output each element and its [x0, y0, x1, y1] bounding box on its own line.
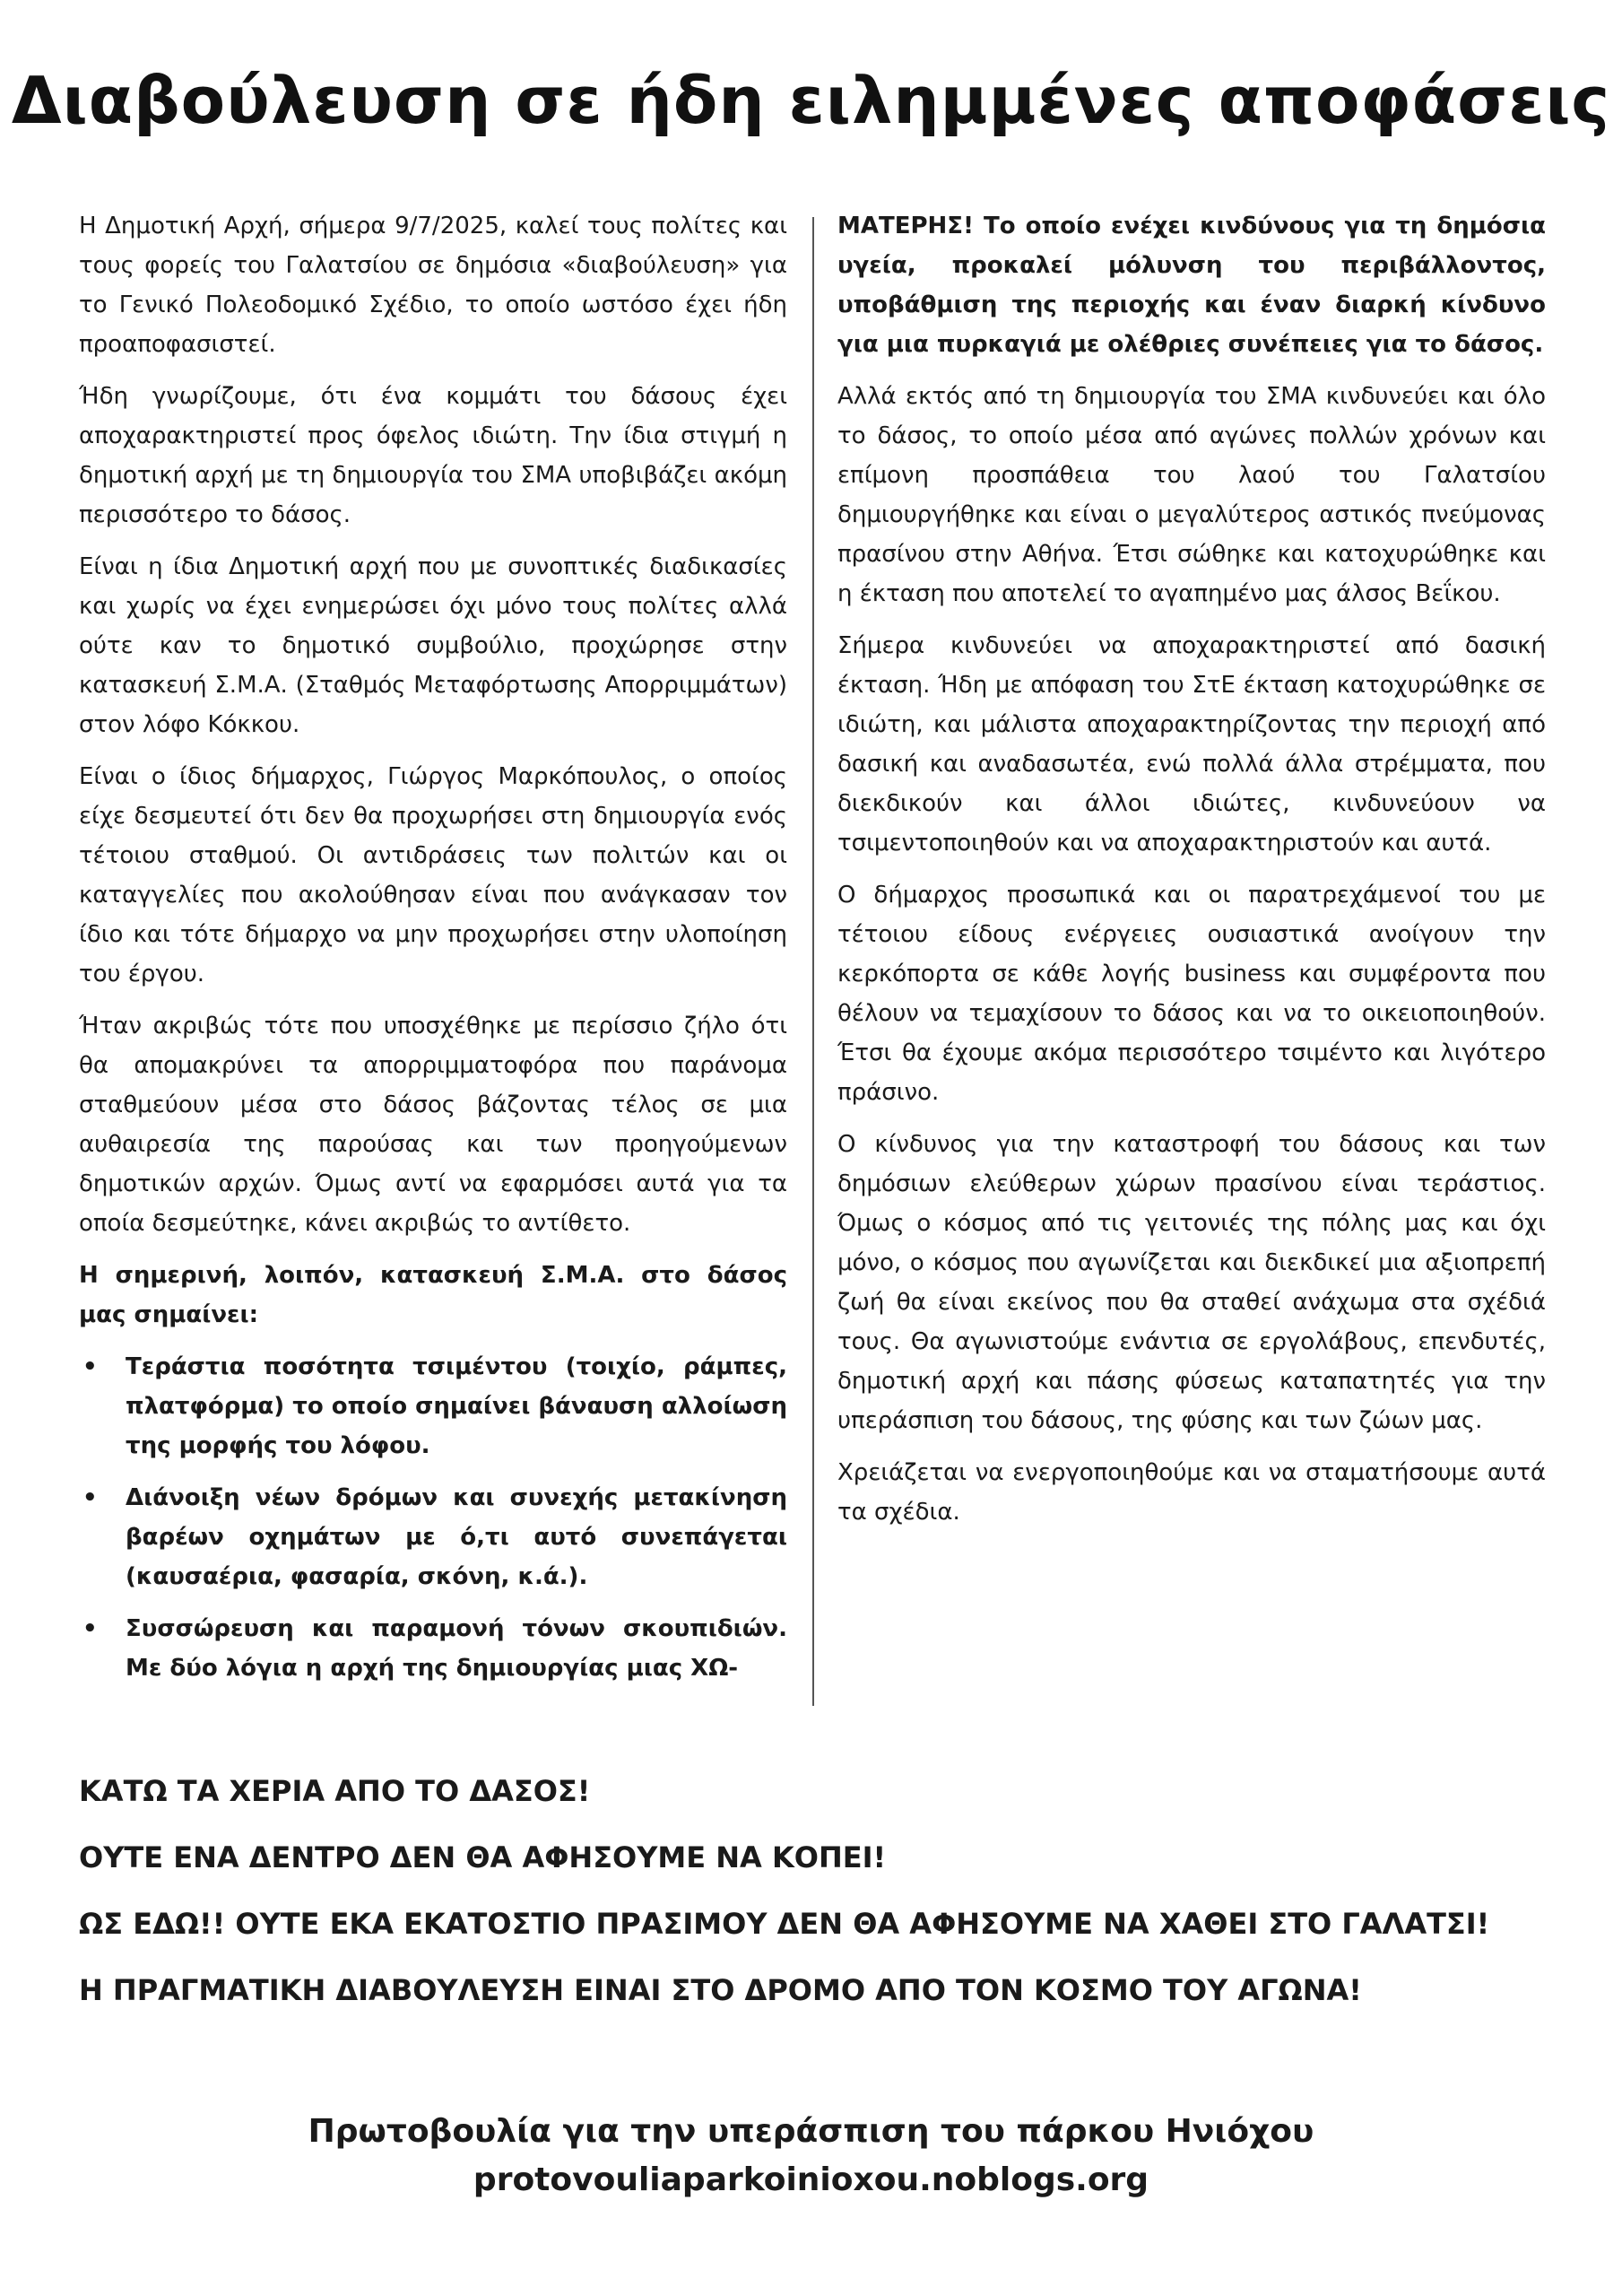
paragraph: Είναι ο ίδιος δήμαρχος, Γιώργος Μαρκόπουλος, ο οποίος είχε δεσμευτεί ότι δεν θα προχωρήσει στη δημιουργία ενός τέτοιου σταθμού. Οι αντιδράσεις των πολιτών και οι καταγγελίες που ακολούθησαν είναι που ανάγκασαν τον ίδιο και τότε δήμαρχο να μην προχωρήσει στην υλοποίηση του έργου.	[79, 763, 787, 987]
slogan: ΚΑΤΩ ΤΑ ΧΕΡΙΑ ΑΠΟ ΤΟ ΔΑΣΟΣ!	[79, 1774, 591, 1808]
right-column	[837, 206, 1546, 1544]
organization-name: Πρωτοβουλία για την υπεράσπιση του πάρκου Ηνιόχου	[308, 2113, 1314, 2150]
list-item	[79, 1609, 787, 1688]
column-divider	[812, 217, 814, 1706]
paragraph: Είναι η ίδια Δημοτική αρχή που με συνοπτικές διαδικασίες και χωρίς να έχει ενημερώσει όχι μόνο τους πολίτες αλλά ούτε καν το δημοτικό συμβούλιο, προχώρησε στην κατασκευή Σ.Μ.Α. (Σταθμός Μεταφόρτωσης Απορριμμάτων) στον λόφο Κόκκου.	[79, 553, 787, 738]
bullet-icon: •	[82, 1615, 98, 1642]
paragraph: Ο δήμαρχος προσωπικά και οι παρατρεχάμενοί του με τέτοιου είδους ενέργειες ουσιαστικά ανοίγουν την κερκόπορτα σε κάθε λογής business και συμφέροντα που θέλουν να τεμαχίσουν το δάσος και να το οικειοποιηθούν. Έτσι θα έχουμε ακόμα περισσότερο τσιμέντο και λιγότερο πράσινο.	[837, 882, 1546, 1106]
left-column	[79, 206, 787, 1700]
paragraph: Χρειάζεται να ενεργοποιηθούμε και να σταματήσουμε αυτά τα σχέδια.	[837, 1459, 1546, 1526]
paragraph: Ο κίνδυνος για την καταστροφή του δάσους και των δημόσιων ελεύθερων χώρων πρασίνου είναι τεράστιος. Όμως ο κόσμος από τις γειτονιές της πόλης μας και όχι μόνο, ο κόσμος που αγωνίζεται και διεκδικεί μια αξιοπρεπή ζωή θα είναι εκείνος που θα σταθεί ανάχωμα στα σχέδιά τους. Θα αγωνιστούμε ενάντια σε εργολάβους, επενδυτές, δημοτική αρχή και πάσης φύσεως καταπατητές για την υπεράσπιση του δάσους, της φύσης και των ζώων μας.	[837, 1131, 1546, 1434]
paragraph: Η Δημοτική Αρχή, σήμερα 9/7/2025, καλεί τους πολίτες και τους φορείς του Γαλατσίου σε δημόσια «διαβούλευση» για το Γενικό Πολεοδομικό Σχέδιο, το οποίο ωστόσο έχει ήδη προαποφασιστεί.	[79, 213, 787, 358]
website-url: protovouliaparkoinioxou.noblogs.org	[473, 2161, 1149, 2198]
list-item-text: Τεράστια ποσότητα τσιμέντου (τοιχίο, ράμπες, πλατφόρμα) το οποίο σημαίνει βάναυση αλλοίωση της μορφής του λόφου.	[126, 1353, 787, 1459]
paragraph: Σήμερα κινδυνεύει να αποχαρακτηριστεί από δασική έκταση. Ήδη με απόφαση του ΣτΕ έκταση κατοχυρώθηκε σε ιδιώτη, και μάλιστα αποχαρακτηρίζοντας την περιοχή από δασική και αναδασωτέα, ενώ πολλά άλλα στρέμματα, που διεκδικούν και άλλοι ιδιώτες, κινδυνεύουν να τσιμεντοποιηθούν και να αποχαρακτηριστούν και αυτά.	[837, 632, 1546, 857]
paragraph: Ήταν ακριβώς τότε που υποσχέθηκε με περίσσιο ζήλο ότι θα απομακρύνει τα απορριμματοφόρα που παράνομα σταθμεύουν μέσα στο δάσος βάζοντας τέλος σε μια αυθαιρεσία της παρούσας και των προηγούμενων δημοτικών αρχών. Όμως αντί να εφαρμόσει αυτά για τα οποία δεσμεύτηκε, κάνει ακριβώς το αντίθετο.	[79, 1013, 787, 1237]
list-item-text: Συσσώρευση και παραμονή τόνων σκουπιδιών. Με δύο λόγια η αρχή της δημιουργίας μιας ΧΩ-	[126, 1615, 787, 1682]
bullet-icon: •	[82, 1353, 98, 1380]
bullet-icon: •	[82, 1484, 98, 1511]
article-body	[79, 206, 1546, 1731]
slogan: Η ΠΡΑΓΜΑΤΙΚΗ ΔΙΑΒΟΥΛΕΥΣΗ ΕΙΝΑΙ ΣΤΟ ΔΡΟΜΟ ΑΠΟ ΤΟΝ ΚΟΣΜΟ ΤΟΥ ΑΓΩΝΑ!	[79, 1973, 1362, 2007]
slogans	[79, 1771, 1567, 2037]
list-item	[79, 1478, 787, 1596]
list-item-text: Διάνοιξη νέων δρόμων και συνεχής μετακίνηση βαρέων οχημάτων με ό,τι αυτό συνεπάγεται (καυσαέρια, φασαρία, σκόνη, κ.ά.).	[126, 1484, 787, 1590]
paragraph: Ήδη γνωρίζουμε, ότι ένα κομμάτι του δάσους έχει αποχαρακτηριστεί προς όφελος ιδιώτη. Την ίδια στιγμή η δημοτική αρχή με τη δημιουργία του ΣΜΑ υποβιβάζει ακόμη περισσότερο το δάσος.	[79, 383, 787, 528]
paragraph: Αλλά εκτός από τη δημιουργία του ΣΜΑ κινδυνεύει και όλο το δάσος, το οποίο μέσα από αγώνες πολλών χρόνων και επίμονη προσπάθεια του λαού του Γαλατσίου δημιουργήθηκε και είναι ο μεγαλύτερος αστικός πνεύμονας πρασίνου στην Αθήνα. Έτσι σώθηκε και κατοχυρώθηκε και η έκταση που αποτελεί το αγαπημένο μας άλσος Βεΐκου.	[837, 383, 1546, 607]
bold-paragraph: ΜΑΤΕΡΗΣ! Το οποίο ενέχει κινδύνους για τη δημόσια υγεία, προκαλεί μόλυνση του περιβάλλοντος, υποβάθμιση της περιοχής και έναν διαρκή κίνδυνο για μια πυρκαγιά με ολέθριες συνέπειες για το δάσος.	[837, 213, 1546, 358]
slogan: ΟΥΤΕ ΕΝΑ ΔΕΝΤΡΟ ΔΕΝ ΘΑ ΑΦΗΣΟΥΜΕ ΝΑ ΚΟΠΕΙ!	[79, 1840, 887, 1874]
bullet-list	[79, 1347, 787, 1688]
list-item	[79, 1347, 787, 1465]
bold-lead-paragraph: Η σημερινή, λοιπόν, κατασκευή Σ.Μ.Α. στο δάσος μας σημαίνει:	[79, 1262, 787, 1328]
slogan: ΩΣ ΕΔΩ!! ΟΥΤΕ ΕΚΑ ΕΚΑΤΟΣΤΙΟ ΠΡΑΣΙΜΟΥ ΔΕΝ ΘΑ ΑΦΗΣΟΥΜΕ ΝΑ ΧΑΘΕΙ ΣΤΟ ΓΑΛΑΤΣΙ!	[79, 1907, 1490, 1941]
page-title: Διαβούλευση σε ήδη ειλημμένες αποφάσεις	[11, 63, 1611, 138]
footer	[0, 2108, 1622, 2205]
